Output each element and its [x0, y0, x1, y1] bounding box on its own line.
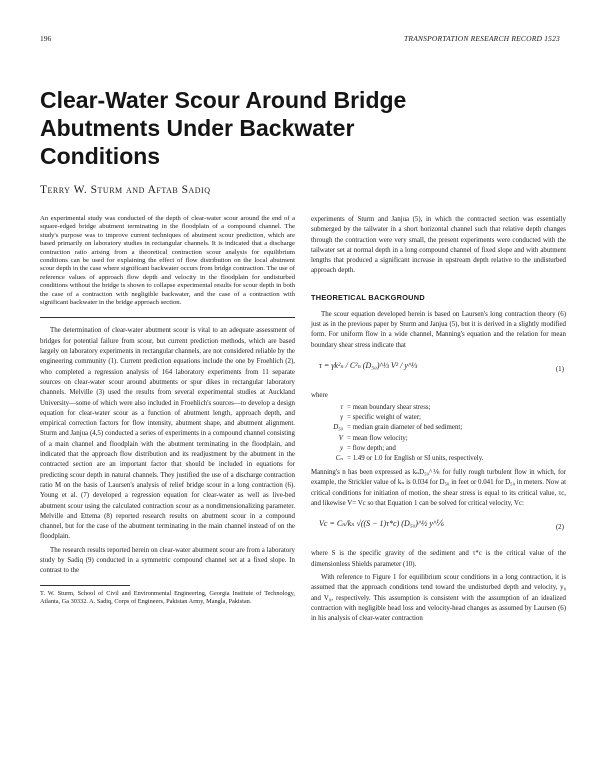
title-line-1: Clear-Water Scour Around Bridge: [40, 87, 407, 113]
variable-item: y = flow depth; and: [339, 444, 396, 452]
body-paragraph-1: The determination of clear-water abutment scour is vital to an adequate assessment of bridges for potential failure from scour, but current prediction methods, which are based largely on laboratory experiments in rectangular channels, are not considered reliable by the engineering community (1). Current prediction equations include the one by Froehlich (2), who completed a regression analysis of 164 laboratory experiments from 11 separate sources on clear-water scour around abutments or spur dikes in rectangular laboratory channels. Melville (3) used the results from several experimental studies at Auckland University—some of which were also included in Froehlich's sources—to develop a design equation for clear-water scour as a function of abutment length, approach depth, and empirical correction factors for flow intensity, abutment shape, and abutment alignment. Sturm and Janjua (4,5) conducted a series of experiments in a compound channel consisting of a main channel and floodplain with the abutment terminating in the floodplain, and indicated that the approach flow distribution and its readjustment by the abutment in the contracted section are an important factor that should be included in equations for predicting scour depth in natural channels. They justified the use of a discharge contraction ratio M on the basis of Laursen's analysis of relief bridge scour in a long contraction (6). Young et al. (7) developed a regression equation for clear-water as well as live-bed abutment scour using the calculated contraction scour as a nondimensionalizing parameter. Melville and Ettema (8) reported research results on abutment scour in a compound channel, but for the case of the abutment terminating in the main channel instead of on the floodplain.: [40, 327, 295, 541]
equation-1-lhs: τ =: [319, 360, 330, 370]
journal-header: TRANSPORTATION RESEARCH RECORD 1523: [404, 34, 560, 43]
equation-2-lhs: Vc =: [319, 519, 335, 529]
body-paragraph-2: The research results reported herein on clear-water abutment scour are from a laboratory study by Sadiq (9) conducted in a symmetric compound channel set at a fixed slope. In contrast to the: [40, 546, 295, 575]
variable-item: Cₙ = 1.49 or 1.0 for English or SI units, respectively.: [335, 454, 484, 462]
equation-2-number: (2): [555, 523, 564, 532]
title-line-2: Abutments Under Backwater: [40, 115, 355, 141]
author-affiliation-footnote: T. W. Sturm, School of Civil and Environmental Engineering, Georgia Institute of Technology, Atlanta, Ga 30332. A. Sadiq, Corps of Engineers, Pakistan Army, Mangla, Pakistan.: [40, 589, 295, 605]
equation-2-rhs: Cₙ/kₙ √((S − 1)τ*c) (D₅₀)^½ y^⅙: [336, 519, 445, 529]
abstract: An experimental study was conducted of the depth of clear-water scour around the end of a square-edged bridge abutment terminating in the floodplain of a compound channel. The study's purpose was to improve current techniques of abutment scour prediction, which are based primarily on laboratory studies in rectangular channels. It is indicated that a discharge contraction ratio arising from a theoretical contraction scour analysis for equilibrium conditions can be used for explaining the effect of flow distribution on the local abutment scour depth in the case where significant backwater occurs from bridge contraction. The use of reference values of approach flow depth and velocity in the floodplain for undisturbed conditions without the bridge is shown to collapse experimental results for scour depth in both the case of a contraction with negligible backwater, and the case of a contraction with significant backwater in the bridge approach section.: [40, 215, 295, 307]
right-intro-paragraph: experiments of Sturm and Janjua (5), in which the contracted section was essentially submerged by the tailwater in a short horizontal channel such that relative depth changes through the contraction were very small, the present experiments were conducted with the tailwater set at normal depth in a long compound channel of fixed slope and with abutment lengths that produced a significant increase in upstream depth relative to the undisturbed approach depth.: [311, 216, 566, 275]
variable-item: D₅₀ = median grain diameter of bed sediment;: [333, 424, 463, 432]
theory-paragraph-1: The scour equation developed herein is based on Laursen's long contraction theory (6) just as in the previous paper by Sturm and Janjua (5), but it is derived in a slightly modified form. For uniform flow in a wide channel, Manning's equation and the relation for mean boundary shear stress indicate that: [311, 310, 566, 349]
where-label: where: [311, 391, 328, 399]
article-title: [40, 86, 540, 170]
abstract-divider: [40, 317, 295, 318]
right-column: [311, 215, 566, 627]
equation-2: [311, 513, 566, 543]
theory-paragraph-3: where S is the specific gravity of the sediment and τ*c is the critical value of the dimensionless Shields parameter (10).: [311, 550, 566, 568]
theory-paragraph-4: With reference to Figure 1 for equilibrium scour conditions in a long contraction, it is assumed that the approach conditions tend toward the undisturbed depth and velocity, y₀ and V₀, respectively. This assumption is consistent with the assumption of an idealized contraction with negligible head loss and velocity-head changes as assumed by Laursen (6) in his analysis of clear-water contraction: [311, 573, 566, 623]
variable-item: γ = specific weight of water;: [340, 414, 421, 422]
theory-paragraph-2: Manning's n has been expressed as kₙD₅₀^⅙ for fully rough turbulent flow in which, for example, the Strickler value of kₙ is 0.034 for D₅₀ in feet or 0.041 for D₅₀ in meters. Now at critical conditions for initiation of motion, the shear stress is equal to its critical value, τc, and likewise V= Vc so that Equation 1 can be solved for critical velocity, Vc:: [311, 469, 566, 508]
equation-1-body: [319, 361, 417, 370]
equation-1: [311, 355, 566, 385]
authors: Terry W. Sturm and Aftab Sadiq: [40, 184, 211, 196]
variable-item: V = mean flow velocity;: [338, 434, 408, 442]
page-number: 196: [40, 34, 52, 43]
equation-1-rhs: γk²ₙ / C²ₙ (D₅₀)^⅓ V² / y^⅓: [331, 360, 418, 370]
equation-2-body: [319, 519, 444, 528]
footnote-divider: [40, 585, 130, 586]
variable-item: τ = mean boundary shear stress;: [340, 403, 431, 411]
title-line-3: Conditions: [40, 143, 161, 169]
left-column: [40, 215, 295, 606]
equation-1-number: (1): [555, 364, 564, 373]
variable-list: [321, 403, 566, 464]
section-heading: THEORETICAL BACKGROUND: [311, 292, 425, 302]
